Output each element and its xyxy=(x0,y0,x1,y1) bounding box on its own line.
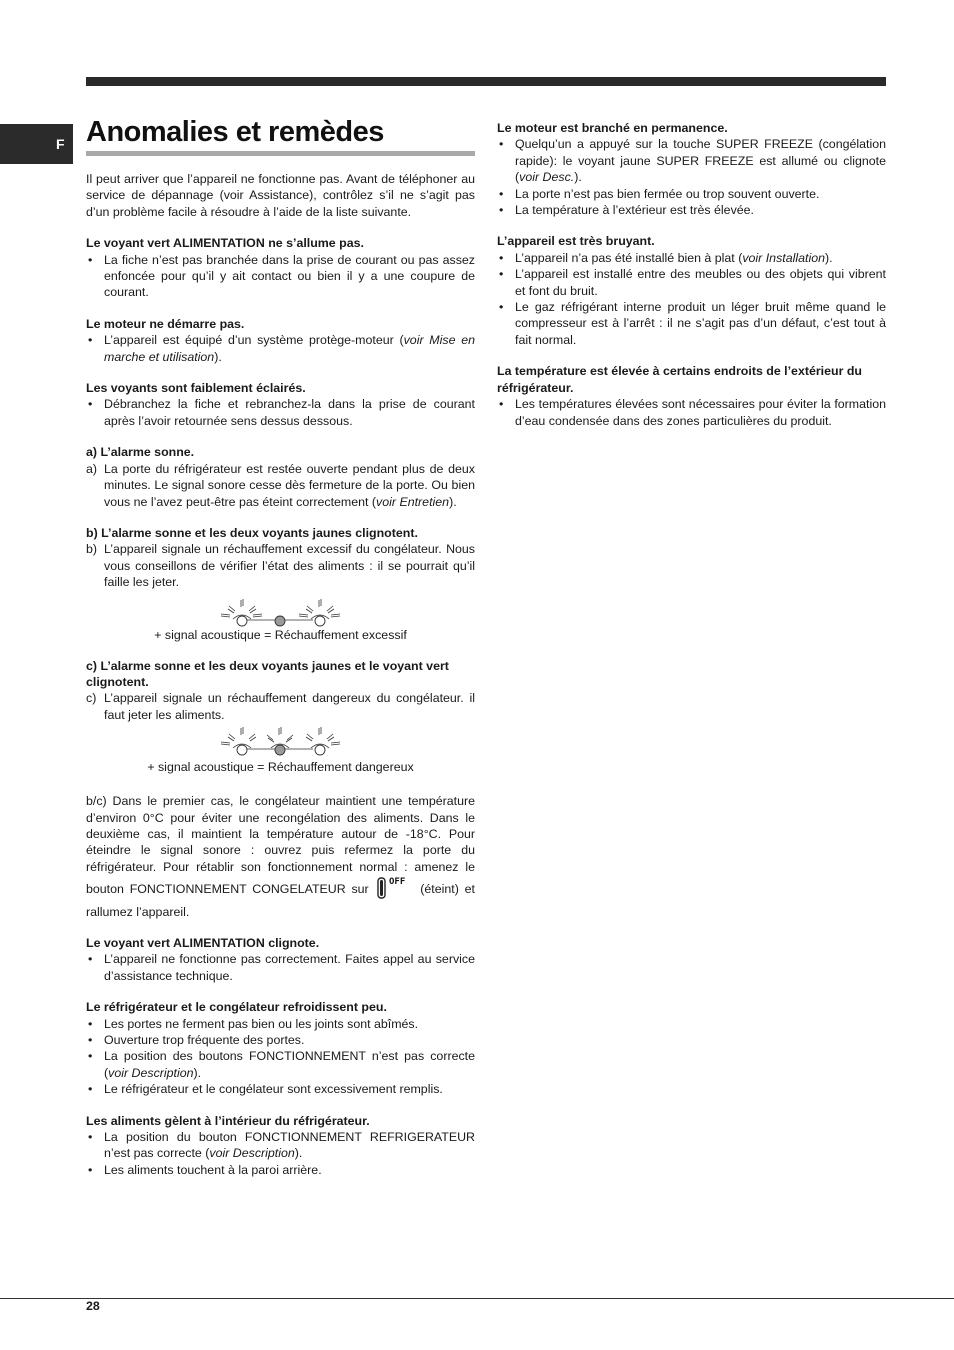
list-item: • Ouverture trop fréquente des portes. xyxy=(86,1032,475,1048)
blinking-led-icon xyxy=(219,597,343,627)
labeled-item: b) L’appareil signale un réchauffement excessif du congélateur. Nous vous conseillons de vérifier l’état des aliments : il se pourrait qu’il faille les jeter. xyxy=(86,542,475,590)
language-tab xyxy=(0,124,73,164)
section-alarm-c xyxy=(86,658,475,776)
section-heading: Le moteur est branché en permanence. xyxy=(497,121,728,135)
list-item: • Les portes ne ferment pas bien ou les joints sont abîmés. xyxy=(86,1016,475,1032)
section-heading: Le moteur ne démarre pas. xyxy=(86,316,245,331)
section-heading: La température est élevée à certains endroits de l’extérieur du réfrigérateur. xyxy=(497,364,862,395)
list-item: • La position des boutons FONCTIONNEMENT n’est pas correcte (voir Description). xyxy=(86,1048,475,1081)
section-dim-leds xyxy=(86,380,475,429)
blinking-led-icon xyxy=(219,725,343,759)
top-bar xyxy=(86,77,886,86)
section-heading: Le voyant vert ALIMENTATION clignote. xyxy=(86,936,320,950)
section-heading: Les aliments gèlent à l’intérieur du réfrigérateur. xyxy=(86,1113,370,1128)
off-knob-icon xyxy=(376,875,412,903)
section-motor xyxy=(86,316,475,365)
indicator-figure-dangerous xyxy=(86,725,475,775)
list-item: • Débranchez la fiche et rebranchez-la dans la prise de courant après l’avoir retournée sens dessus dessous. xyxy=(86,396,475,429)
section-alarm-b xyxy=(86,525,475,643)
section-bc-explanation xyxy=(86,793,475,920)
section-weak-cooling xyxy=(86,999,475,1097)
list-item: • L’appareil ne fonctionne pas correctement. Faites appel au service d’assistance technique. xyxy=(86,951,475,984)
list-item: • Le réfrigérateur et le congélateur sont excessivement remplis. xyxy=(86,1081,475,1097)
list-item: • La position du bouton FONCTIONNEMENT REFRIGERATEUR n’est pas correcte (voir Description). xyxy=(86,1129,475,1162)
section-hot-surfaces xyxy=(497,363,886,429)
section-heading: Le voyant vert ALIMENTATION ne s’allume pas. xyxy=(86,236,364,251)
list-item: • La porte n’est pas bien fermée ou trop souvent ouverte. xyxy=(497,186,886,202)
list-item: • La fiche n’est pas branchée dans la prise de courant ou pas assez enfoncée pour qu’il y ait contact ou bien il y a une coupure de courant. xyxy=(86,252,475,301)
section-heading: b) L’alarme sonne et les deux voyants jaunes clignotent. xyxy=(86,525,418,540)
section-power-blinking xyxy=(86,935,475,984)
section-heading: c) L’alarme sonne et les deux voyants jaunes et le voyant vert clignotent. xyxy=(86,658,449,689)
list-item: • L’appareil est installé entre des meubles ou des objets qui vibrent et font du bruit. xyxy=(497,266,886,299)
right-column xyxy=(497,120,886,429)
intro-paragraph: Il peut arriver que l’appareil ne fonctionne pas. Avant de téléphoner au service de dépannage (voir Assistance), contrôlez s’il ne s’agit pas d’un problème facile à résoudre à l’aide de la liste suivante. xyxy=(86,172,475,219)
section-food-freezing xyxy=(86,1113,475,1179)
list-item: • Quelqu’un a appuyé sur la touche SUPER FREEZE (congélation rapide): le voyant jaune SUPER FREEZE est allumé ou clignote (voir Desc.). xyxy=(497,136,886,185)
off-label: OFF xyxy=(389,877,406,888)
section-motor-permanent xyxy=(497,120,886,218)
page-title: Anomalies et remèdes xyxy=(86,116,384,148)
left-column xyxy=(86,171,475,1178)
section-alarm-a xyxy=(86,444,475,510)
figure-caption: + signal acoustique = Réchauffement dangereux xyxy=(147,760,414,775)
indicator-figure-excessive xyxy=(86,597,475,643)
labeled-item: c) L’appareil signale un réchauffement dangereux du congélateur. il faut jeter les aliments. xyxy=(86,691,475,722)
list-item: • La température à l’extérieur est très élevée. xyxy=(497,202,886,218)
labeled-item: a) La porte du réfrigérateur est restée ouverte pendant plus de deux minutes. Le signal sonore cesse dès fermeture de la porte. Ou bien vous ne l’avez peut-être pas éteint correctement (voir Entretien). xyxy=(86,461,475,509)
section-power-led xyxy=(86,235,475,301)
list-item: • Les températures élevées sont nécessaires pour éviter la formation d’eau condensée dans des zones particulières du produit. xyxy=(497,396,886,429)
section-heading: Les voyants sont faiblement éclairés. xyxy=(86,381,306,396)
figure-caption: + signal acoustique = Réchauffement excessif xyxy=(154,627,407,642)
bc-paragraph: b/c) Dans le premier cas, le congélateur maintient une température d’environ 0°C pour éviter une recongélation des aliments. Dans le deuxième cas, il maintient la température autour de -18°C. Pour éteindre le signal sonore : ouvrez puis refermez la porte du réfrigérateur. Pour rétablir son fonctionnement normal : amenez le bouton FONCTIONNEMENT CONGELATEUR sur OFF (éteint) et rallumez l’appareil. xyxy=(86,794,475,919)
list-item: • L’appareil n’a pas été installé bien à plat (voir Installation). xyxy=(497,250,886,266)
list-item: • L’appareil est équipé d’un système protège-moteur (voir Mise en marche et utilisation). xyxy=(86,332,475,365)
language-tab-label: F xyxy=(56,136,65,152)
page-number: 28 xyxy=(86,1299,100,1313)
section-heading: L’appareil est très bruyant. xyxy=(497,234,655,249)
section-heading: Le réfrigérateur et le congélateur refroidissent peu. xyxy=(86,1000,387,1015)
list-item: • Le gaz réfrigérant interne produit un léger bruit même quand le compresseur est à l’arrêt : il ne s’agit pas d’un défaut, c’est tout à fait normal. xyxy=(497,299,886,348)
list-item: • Les aliments touchent à la paroi arrière. xyxy=(86,1162,475,1178)
bottom-rule xyxy=(0,1298,954,1299)
title-rule xyxy=(86,151,475,156)
section-heading: a) L’alarme sonne. xyxy=(86,445,195,460)
section-noisy xyxy=(497,233,886,348)
